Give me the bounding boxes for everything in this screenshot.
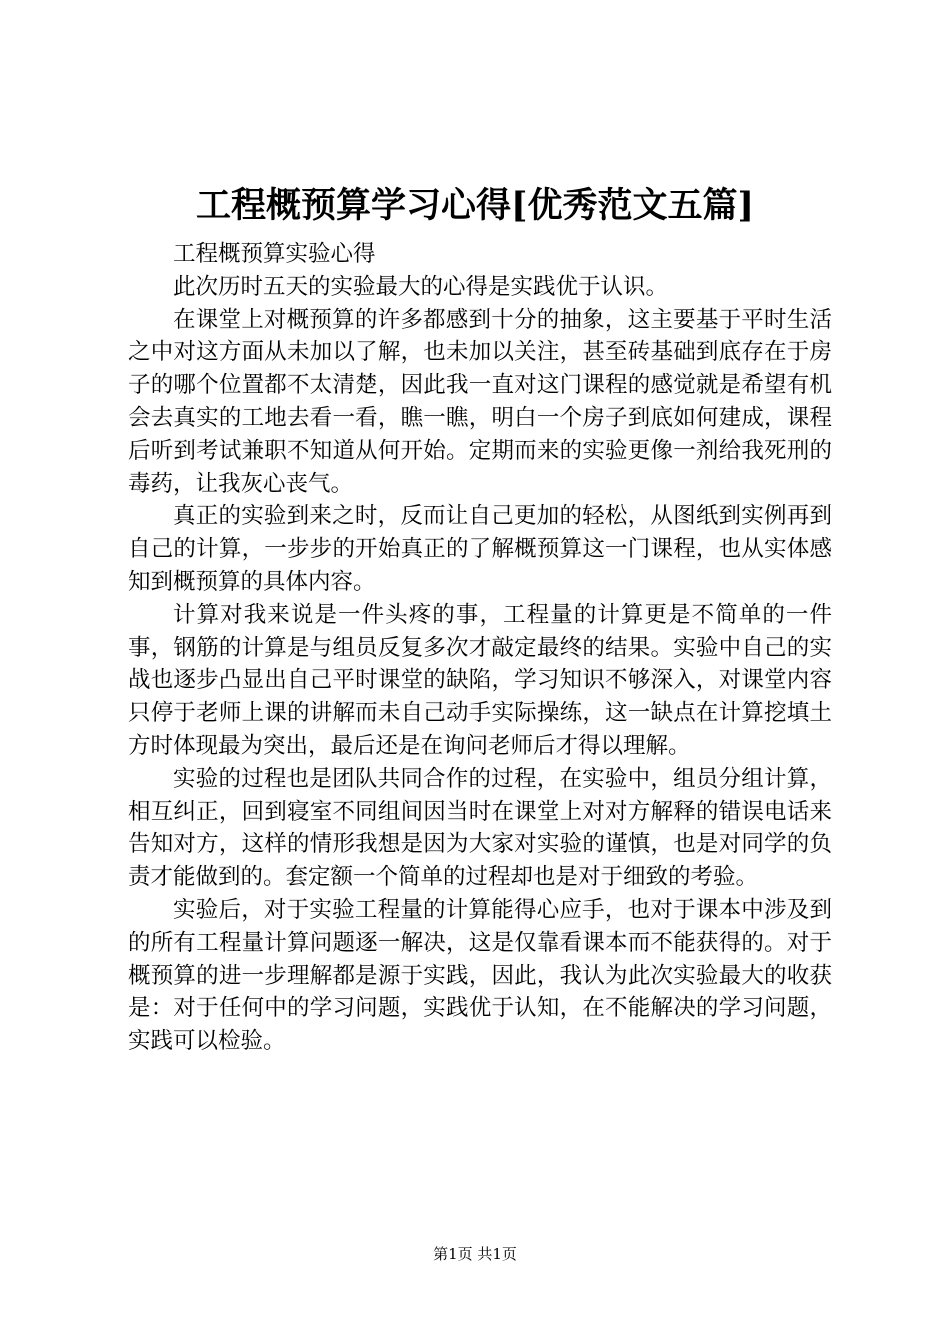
paragraph-summary: 此次历时五天的实验最大的心得是实践优于认识。 (173, 273, 669, 300)
paragraph-classroom: 在课堂上对概预算的许多都感到十分的抽象，这主要基于平时生活之中对这方面从未加以了解，也未加以关注，甚至砖基础到底存在于房子的哪个位置都不太清楚，因此我一直对这门课程的感觉就是希望有机会去真实的工地去看一看，瞧一瞧，明白一个房子到底如何建成，课程后听到考试兼职不知道从何开始。定期而来的实验更像一剂给我死刑的毒药，让我灰心丧气。 (128, 306, 832, 497)
document-body (128, 238, 832, 1058)
paragraph-calculation: 计算对我来说是一件头疼的事，工程量的计算更是不简单的一件事，钢筋的计算是与组员反复多次才敲定最终的结果。实验中自己的实战也逐步凸显出自己平时课堂的缺陷，学习知识不够深入，对课堂内容只停于老师上课的讲解而未自己动手实际操练，这一缺点在计算挖填土方时体现最为突出，最后还是在询问老师后才得以理解。 (128, 601, 832, 759)
paragraph-teamwork: 实验的过程也是团队共同合作的过程，在实验中，组员分组计算，相互纠正，回到寝室不同组间因当时在课堂上对对方解释的错误电话来告知对方，这样的情形我想是因为大家对实验的谨慎，也是对同学的负责才能做到的。套定额一个简单的过程却也是对于细致的考验。 (128, 765, 832, 891)
paragraph-subtitle: 工程概预算实验心得 (173, 241, 376, 267)
paragraph-conclusion: 实验后，对于实验工程量的计算能得心应手，也对于课本中涉及到的所有工程量计算问题逐一解决，这是仅靠看课本而不能获得的。对于概预算的进一步理解都是源于实践，因此，我认为此次实验最大的收获是：对于任何中的学习问题，实践优于认知，在不能解决的学习问题，实践可以检验。 (128, 896, 832, 1055)
paragraph-experiment-arrival: 真正的实验到来之时，反而让自己更加的轻松，从图纸到实例再到自己的计算，一步步的开始真正的了解概预算这一门课程，也从实体感知到概预算的具体内容。 (128, 503, 832, 595)
page-number-footer: 第1页 共1页 (433, 1245, 517, 1263)
document-title: 工程概预算学习心得[优秀范文五篇] (195, 185, 755, 226)
